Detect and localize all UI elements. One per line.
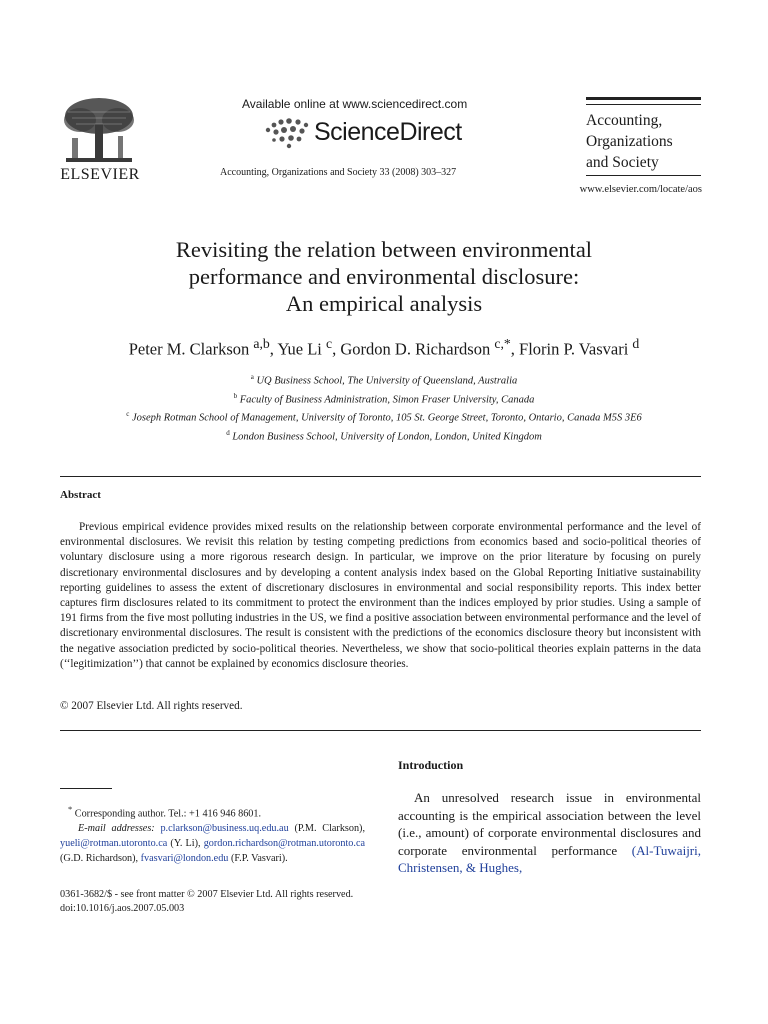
affiliation-item: $^b$ Faculty of Business Administration, Simon Fraser University, Canada (233, 391, 535, 405)
citation-link[interactable]: (Al-Tuwaijri, Christensen, & Hughes, (398, 842, 701, 876)
title-line-3: An empirical analysis (285, 291, 483, 316)
author-affiliation-marker[interactable]: a,b (253, 336, 270, 351)
journal-citation: Accounting, Organizations and Society 33 (2008) 303–327 (220, 167, 457, 178)
email-owner: (P.M. Clarkson), (294, 823, 365, 835)
journal-rule-bottom (586, 175, 701, 176)
article-title (60, 236, 708, 317)
affiliation-item: $^a$ UQ Business School, The University of Queensland, Australia (250, 373, 518, 387)
footnote (60, 802, 365, 866)
email-link[interactable]: fvasvari@london.edu (140, 853, 229, 865)
author-name: Yue Li (277, 339, 322, 359)
introduction-heading: Introduction (398, 758, 464, 772)
email-owner: (Y. Li), (170, 838, 201, 850)
available-online-text: Available online at www.sciencedirect.com (242, 97, 468, 111)
footnote-marker: * (68, 804, 73, 814)
introduction-text (398, 789, 701, 877)
abstract-bottom-rule (60, 730, 701, 731)
abstract-body (60, 520, 701, 672)
journal-rule-top-thin (586, 104, 701, 105)
abstract-copyright: © 2007 Elsevier Ltd. All rights reserved. (60, 700, 243, 712)
email-label: E-mail addresses: (78, 823, 155, 835)
journal-url[interactable]: www.elsevier.com/locate/aos (579, 184, 702, 195)
affiliations (40, 370, 728, 444)
author-name: Gordon D. Richardson (340, 339, 491, 359)
abstract-text: Previous empirical evidence provides mixed results on the relationship between corporate environmental performance and the level of environmental disclosures. We revisit this relation by testing competing predictions from economics based and socio-political theories of voluntary disclosure using a more rigorous research design. In particular, we improve on the prior literature by focusing on purely discretionary environmental disclosures and by developing a content analysis index based on the Global Reporting Initiative sustainability reporting guidelines to assess the extent of discretionary disclosures in environmental and social responsibility reports. This index better captures firm disclosures related to its commitment to protect the environment than the indices employed by prior studies. Using a sample of 191 firms from the five most polluting industries in the US, we find a positive association between environmental performance and the level of discretionary environmental disclosures. The result is consistent with the predictions of the economics disclosure theory but inconsistent with the negative association predicted by socio-political theories. Nevertheless, we show that socio-political theories explain patterns in the data (‘‘legitimization’’) that cannot be explained by economics disclosure theories. (60, 521, 701, 670)
elsevier-wordmark: ELSEVIER (60, 166, 140, 183)
email-link[interactable]: yueli@rotman.utoronto.ca (60, 838, 168, 850)
affiliation-item: $^c$ Joseph Rotman School of Management, University of Toronto, 105 St. George Street, Toronto, Ontario, Canada M5S 3E6 (126, 410, 642, 424)
email-link[interactable]: gordon.richardson@rotman.utoronto.ca (203, 838, 365, 850)
journal-title-line-3: and Society (586, 154, 659, 171)
author-affiliation-marker[interactable]: c,* (494, 336, 511, 351)
introduction-paragraph: An unresolved research issue in environmental accounting is the empirical association between the level (i.e., amount) of corporate environmental disclosures and corporate environmental performance (398, 790, 701, 858)
issn-line: 0361-3682/$ - see front matter © 2007 Elsevier Ltd. All rights reserved. (60, 889, 354, 900)
author-name: Peter M. Clarkson (128, 339, 250, 359)
author-affiliation-marker[interactable]: c (326, 336, 333, 351)
email-owner: (F.P. Vasvari). (230, 853, 288, 865)
journal-title-line-2: Organizations (586, 133, 673, 150)
abstract-top-rule (60, 476, 701, 477)
journal-title-line-1: Accounting, (586, 112, 663, 129)
author-affiliation-marker[interactable]: d (632, 336, 640, 351)
sciencedirect-wordmark: ScienceDirect (314, 118, 462, 146)
title-line-1: Revisiting the relation between environmental (175, 237, 593, 262)
author-name: Florin P. Vasvari (519, 339, 629, 359)
email-owner: (G.D. Richardson), (60, 853, 139, 865)
title-line-2: performance and environmental disclosure: (188, 264, 580, 289)
email-link[interactable]: p.clarkson@business.uq.edu.au (160, 823, 289, 835)
author-list: Peter M. Clarkson $^{a,b}$, Yue Li $^c$, Gordon D. Richardson $^{c,*}$, Florin P. Vasvari $^d$ (128, 336, 640, 359)
footnote-rule (60, 788, 112, 789)
abstract-heading: Abstract (60, 489, 101, 501)
doi-line[interactable]: doi:10.1016/j.aos.2007.05.003 (60, 903, 185, 914)
corresponding-author: Corresponding author. Tel.: +1 416 946 8601. (74, 808, 262, 820)
affiliation-item: $^d$ London Business School, University of London, London, United Kingdom (226, 428, 542, 442)
journal-rule-top (586, 97, 701, 100)
journal-title (586, 110, 706, 173)
